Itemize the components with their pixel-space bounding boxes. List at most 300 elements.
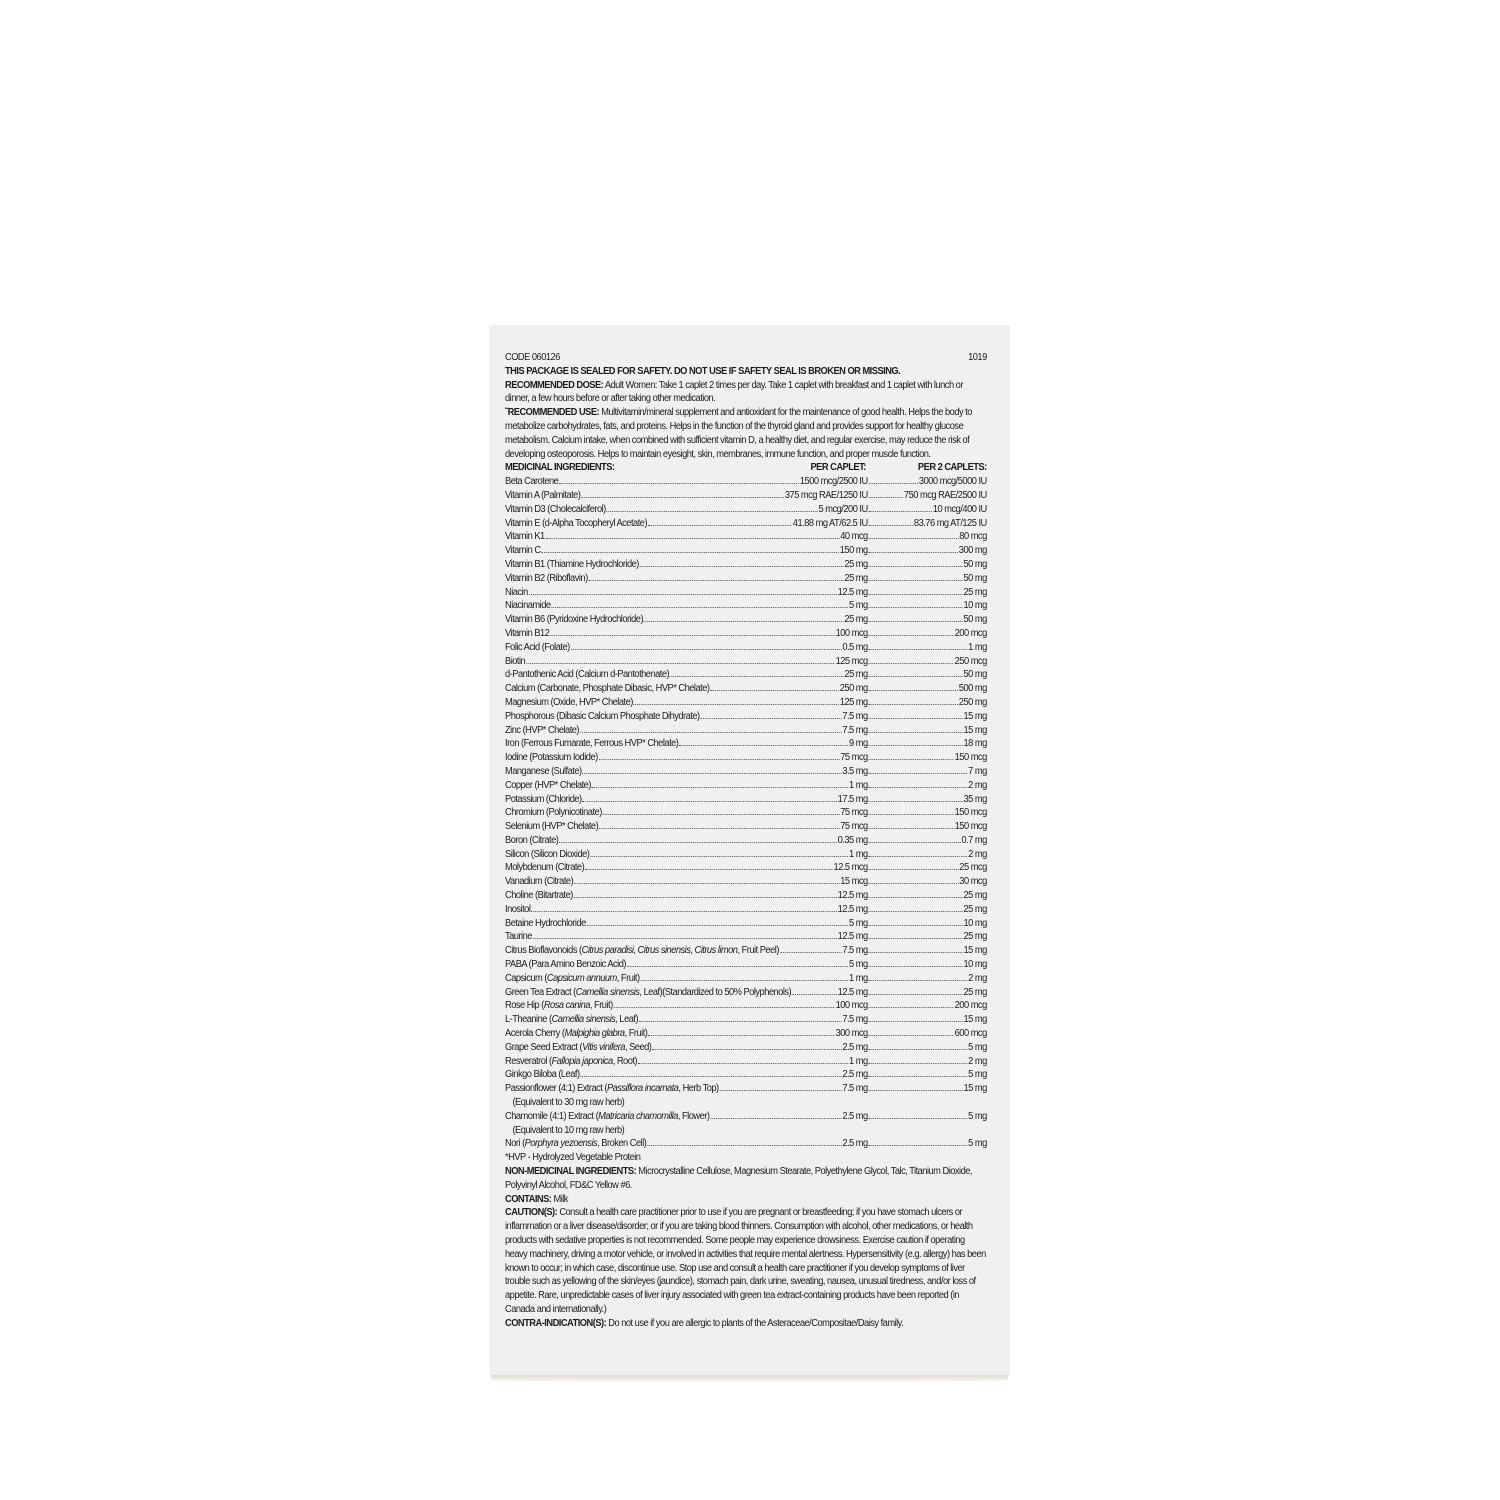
leader-dots: [869, 676, 963, 677]
leader-dots: [869, 1145, 968, 1146]
leader-dots: [607, 511, 818, 512]
lot-number: 1019: [968, 352, 987, 363]
per-caplet-amount: 5 mg: [849, 959, 868, 971]
ingredient-row: [505, 475, 987, 489]
leader-dots: [529, 594, 837, 595]
ingredient-row: [505, 779, 987, 793]
leader-dots: [869, 773, 968, 774]
non-medicinal-ingredients: NON-MEDICINAL INGREDIENTS: Microcrystalline Cellulose, Magnesium Stearate, Polyethylene Glycol, Talc, Titanium Dioxide, Polyvinyl Alcohol, FD&C Yellow #6.: [505, 1166, 973, 1191]
ingredient-name: Potassium (Chloride): [505, 793, 582, 805]
leader-dots: [571, 649, 842, 650]
ingredient-row: [505, 751, 987, 765]
product-code: CODE 060126: [505, 352, 560, 363]
per-2-caplets-amount: 250 mg: [958, 696, 987, 708]
ingredient-name: Vitamin E (d-Alpha Tocopheryl Acetate): [505, 517, 648, 529]
leader-dots: [869, 1049, 968, 1050]
ingredient-row: [505, 641, 987, 655]
ingredient-row: [505, 682, 987, 696]
per-caplet-amount: 7.5 mg: [842, 1083, 868, 1095]
leader-dots: [587, 925, 848, 926]
cautions: CAUTION(S): Consult a health care practitioner prior to use if you are pregnant or breastfeeding; if you have stomach ulcers or inflammation or a liver disease/disorder; or if you are taking blood thinners. Consumption with alcohol, other medications, or health products with sedative properties is not recommended. Some people may experience drowsiness. Exercise caution if operating heavy machinery, driving a motor vehicle, or involved in activities that require mental alertness. Hypersensitivity (e.g. allergy) has been known to occur; in which case, discontinue use. Stop use and consult a health care practitioner if you develop symptoms of liver trouble such as yellowing of the skin/eyes (jaundice), stomach pain, dark urine, sweating, nausea, unusual tiredness, and/or loss of appetite. Rare, unpredictable cases of liver injury associated with green tea extract-containing products have been reported (in Canada and internationally.): [505, 1207, 986, 1315]
per-2-caplets-amount: 200 mcg: [954, 627, 987, 639]
leader-dots: [644, 621, 843, 622]
leader-dots: [581, 497, 784, 498]
leader-dots: [869, 1090, 963, 1091]
leader-dots: [869, 566, 963, 567]
per-2-caplets-amount: 150 mcg: [954, 752, 987, 764]
leader-dots: [599, 828, 839, 829]
per-caplet-heading: PER CAPLET:: [810, 462, 866, 474]
leader-dots: [652, 1049, 841, 1050]
leader-dots: [869, 621, 963, 622]
per-caplet-amount: 250 mg: [839, 683, 868, 695]
per-2-caplets-amount: 2 mg: [968, 972, 987, 984]
ingredient-name: Beta Carotene: [505, 476, 559, 488]
per-caplet-amount: 7.5 mg: [842, 1014, 868, 1026]
per-caplet-amount: 150 mg: [839, 545, 868, 557]
ingredient-name: Vitamin B12: [505, 627, 550, 639]
per-caplet-amount: 1500 mcg/2500 IU: [799, 476, 868, 488]
per-caplet-amount: 75 mcg: [840, 807, 868, 819]
per-2-caplets-amount: 30 mcg: [959, 876, 987, 888]
per-caplet-amount: 75 mcg: [840, 752, 868, 764]
per-caplet-amount: 3.5 mg: [842, 765, 868, 777]
ingredient-note: (Equivalent to 10 mg raw herb): [512, 1124, 625, 1136]
ingredient-row: [505, 1055, 987, 1069]
per-caplet-amount: 25 mg: [844, 558, 868, 570]
ingredient-name: Passionflower (4:1) Extract (Passiflora incarnata, Herb Top): [505, 1083, 719, 1095]
per-2-caplets-amount: 150 mcg: [954, 807, 987, 819]
per-caplet-amount: 7.5 mg: [842, 724, 868, 736]
leader-dots: [869, 483, 918, 484]
ingredient-name: Capsicum (Capsicum annuum, Fruit): [505, 972, 640, 984]
ingredient-name: Vitamin C: [505, 545, 541, 557]
leader-dots: [541, 552, 838, 553]
ingredient-name: Vitamin B6 (Pyridoxine Hydrochloride): [505, 614, 644, 626]
per-caplet-amount: 7.5 mg: [842, 945, 868, 957]
leader-dots: [869, 938, 963, 939]
per-2-caplets-amount: 35 mg: [963, 793, 987, 805]
per-caplet-amount: 25 mg: [844, 614, 868, 626]
per-caplet-amount: 40 mcg: [840, 531, 868, 543]
ingredient-row: [505, 820, 987, 834]
ingredient-name: Biotin: [505, 655, 526, 667]
ingredient-name: Boron (Citrate): [505, 834, 559, 846]
ingredient-row: [505, 668, 987, 682]
ingredient-name: Copper (HVP* Chelate): [505, 779, 591, 791]
per-2-caplets-amount: 25 mg: [963, 586, 987, 598]
label-text: [505, 351, 987, 1331]
per-caplet-amount: 12.5 mg: [837, 586, 868, 598]
per-2-caplets-amount: 1 mg: [968, 641, 987, 653]
code-row: [505, 351, 987, 365]
per-2-caplets-amount: 600 mcg: [954, 1028, 987, 1040]
ingredient-row: [505, 958, 987, 972]
ingredient-name: Vitamin K1: [505, 531, 545, 543]
ingredients-header: [505, 461, 987, 475]
ingredient-row: [505, 737, 987, 751]
leader-dots: [869, 552, 958, 553]
ingredient-name: Phosphorous (Dibasic Calcium Phosphate Dihydrate): [505, 710, 700, 722]
leader-dots: [580, 732, 841, 733]
leader-dots: [720, 1090, 842, 1091]
ingredient-row: [505, 806, 987, 820]
ingredient-name: Acerola Cherry (Malpighia glabra, Fruit): [505, 1028, 648, 1040]
leader-dots: [647, 1145, 841, 1146]
leader-dots: [551, 607, 848, 608]
panel-shadow: [491, 1375, 1008, 1383]
leader-dots: [869, 1007, 954, 1008]
leader-dots: [869, 635, 954, 636]
recommended-use: ˜RECOMMENDED USE: Multivitamin/mineral supplement and antioxidant for the maintenance of good health. Helps the body to metabolize carbohydrates, fats, and proteins. Helps in the function of the thyroid gland and provides support for healthy glucose metabolism. Calcium intake, when combined with sufficient vitamin D, a healthy diet, and regular exercise, may reduce the risk of developing osteoporosis. Helps to maintain eyesight, skin, membranes, immune function, and proper muscle function.: [505, 407, 972, 460]
ingredient-name: d-Pantothenic Acid (Calcium d-Pantothenate): [505, 669, 670, 681]
ingredient-row: [505, 861, 987, 875]
per-2-caplets-amount: 25 mg: [963, 931, 987, 943]
contra-indications: CONTRA-INDICATION(S): Do not use if you are allergic to plants of the Asteraceae/Compositae/Daisy family.: [505, 1317, 904, 1329]
ingredient-name: Folic Acid (Folate): [505, 641, 570, 653]
ingredient-name: Grape Seed Extract (Vitis vinifera, Seed): [505, 1041, 652, 1053]
ingredient-row: [505, 1041, 987, 1055]
leader-dots: [641, 980, 849, 981]
per-2-caplets-amount: 750 mcg RAE/2500 IU: [903, 489, 987, 501]
leader-dots: [869, 663, 954, 664]
leader-dots: [869, 856, 968, 857]
ingredient-name: Vanadium (Citrate): [505, 876, 574, 888]
leader-dots: [583, 773, 842, 774]
leader-dots: [614, 1007, 835, 1008]
leader-dots: [869, 842, 961, 843]
per-2-caplets-amount: 300 mg: [958, 545, 987, 557]
safety-seal-notice: THIS PACKAGE IS SEALED FOR SAFETY. DO NOT USE IF SAFETY SEAL IS BROKEN OR MISSING.: [505, 365, 901, 377]
ingredient-name: Vitamin A (Palmitate): [505, 489, 581, 501]
ingredient-name: Nori (Porphyra yezoensis, Broken Cell): [505, 1138, 647, 1150]
leader-dots: [869, 690, 958, 691]
ingredient-name: Zinc (HVP* Chelate): [505, 724, 580, 736]
ingredient-row: [505, 793, 987, 807]
ingredient-name: Magnesium (Oxide, HVP* Chelate): [505, 696, 633, 708]
per-caplet-amount: 17.5 mg: [837, 793, 868, 805]
per-2-caplets-amount: 15 mg: [963, 724, 987, 736]
leader-dots: [701, 718, 842, 719]
leader-dots: [869, 718, 963, 719]
per-caplet-amount: 5 mcg/200 IU: [818, 503, 868, 515]
ingredient-row: [505, 558, 987, 572]
leader-dots: [592, 787, 848, 788]
ingredient-name: Resveratrol (Fallopia japonica, Root): [505, 1055, 638, 1067]
per-2-caplets-amount: 5 mg: [968, 1138, 987, 1150]
per-2-caplets-amount: 50 mg: [963, 614, 987, 626]
ingredient-row: [505, 903, 987, 917]
leader-dots: [550, 635, 834, 636]
leader-dots: [869, 801, 963, 802]
ingredient-row: [505, 1082, 987, 1096]
per-2-caplets-amount: 250 mcg: [954, 655, 987, 667]
ingredient-name: Taurine: [505, 931, 532, 943]
leader-dots: [869, 525, 913, 526]
leader-dots: [869, 732, 963, 733]
ingredient-name: Citrus Bioflavonoids (Citrus paradisi, Citrus sinensis, Citrus limon, Fruit Peel): [505, 945, 779, 957]
per-2-caplets-amount: 80 mcg: [959, 531, 987, 543]
per-2-caplets-amount: 5 mg: [968, 1041, 987, 1053]
per-2-caplets-amount: 200 mcg: [954, 1000, 987, 1012]
per-caplet-amount: 5 mg: [849, 600, 868, 612]
ingredient-name: Niacin: [505, 586, 528, 598]
ingredient-row: [505, 972, 987, 986]
leader-dots: [869, 594, 963, 595]
per-2-caplets-amount: 3000 mcg/5000 IU: [918, 476, 987, 488]
ingredient-name: Choline (Bitartrate): [505, 890, 573, 902]
leader-dots: [531, 911, 836, 912]
ingredient-name: Selenium (HVP* Chelate): [505, 821, 599, 833]
per-caplet-amount: 1 mg: [849, 1055, 868, 1067]
ingredient-name: Silicon (Silicon Dioxide): [505, 848, 590, 860]
per-2-caplets-amount: 50 mg: [963, 558, 987, 570]
leader-dots: [869, 607, 963, 608]
ingredient-name: Calcium (Carbonate, Phosphate Dibasic, HVP* Chelate): [505, 683, 710, 695]
leader-dots: [670, 676, 843, 677]
leader-dots: [580, 1076, 841, 1077]
per-2-caplets-amount: 150 mcg: [954, 821, 987, 833]
leader-dots: [583, 801, 837, 802]
per-2-caplets-amount: 15 mg: [963, 710, 987, 722]
per-2-caplets-amount: 2 mg: [968, 848, 987, 860]
ingredient-name: PABA (Para Amino Benzoic Acid): [505, 959, 626, 971]
ingredient-row: [505, 1027, 987, 1041]
per-2-caplets-amount: 2 mg: [968, 779, 987, 791]
per-caplet-amount: 125 mg: [839, 696, 868, 708]
leader-dots: [559, 842, 836, 843]
per-2-caplets-amount: 2 mg: [968, 1055, 987, 1067]
ingredient-row: [505, 765, 987, 779]
leader-dots: [869, 1063, 968, 1064]
per-caplet-amount: 12.5 mcg: [833, 862, 868, 874]
per-2-caplets-amount: 10 mg: [963, 600, 987, 612]
leader-dots: [869, 952, 963, 953]
ingredient-note: (Equivalent to 30 mg raw herb): [512, 1097, 625, 1109]
leader-dots: [869, 538, 959, 539]
leader-dots: [627, 966, 848, 967]
leader-dots: [792, 994, 837, 995]
ingredient-name: Rose Hip (Rosa canina, Fruit): [505, 1000, 613, 1012]
per-caplet-amount: 125 mcg: [835, 655, 868, 667]
per-caplet-amount: 0.35 mg: [837, 834, 868, 846]
leader-dots: [869, 1118, 968, 1119]
per-2-caplets-amount: 18 mg: [963, 738, 987, 750]
per-2-caplets-amount: 50 mg: [963, 572, 987, 584]
ingredient-row: [505, 544, 987, 558]
per-2-caplets-amount: 25 mg: [963, 890, 987, 902]
leader-dots: [533, 938, 837, 939]
leader-dots: [585, 869, 832, 870]
per-2-caplets-amount: 15 mg: [963, 1083, 987, 1095]
leader-dots: [869, 994, 963, 995]
ingredient-row: [505, 613, 987, 627]
leader-dots: [869, 511, 932, 512]
leader-dots: [574, 883, 839, 884]
leader-dots: [603, 814, 840, 815]
leader-dots: [869, 1076, 968, 1077]
ingredients-table: [505, 475, 987, 1151]
per-caplet-amount: 2.5 mg: [842, 1041, 868, 1053]
ingredient-name: Chamomile (4:1) Extract (Matricaria chamomilla, Flower): [505, 1110, 710, 1122]
per-caplet-amount: 5 mg: [849, 917, 868, 929]
leader-dots: [638, 1063, 848, 1064]
per-2-caplets-amount: 25 mcg: [959, 862, 987, 874]
per-caplet-amount: 25 mg: [844, 669, 868, 681]
per-caplet-amount: 41.88 mg AT/62.5 IU: [792, 517, 868, 529]
ingredient-row: [505, 1137, 987, 1151]
per-caplet-amount: 12.5 mg: [837, 986, 868, 998]
leader-dots: [869, 980, 968, 981]
hvp-footnote: *HVP - Hydrolyzed Vegetable Protein: [505, 1152, 641, 1164]
leader-dots: [526, 663, 835, 664]
leader-dots: [640, 566, 844, 567]
ingredient-name: Betaine Hydrochloride: [505, 917, 586, 929]
per-2-caplets-amount: 83.76 mg AT/125 IU: [913, 517, 987, 529]
leader-dots: [869, 759, 954, 760]
ingredient-row: [505, 724, 987, 738]
per-2-caplets-amount: 5 mg: [968, 1069, 987, 1081]
ingredient-name: Iodine (Potassium Iodide): [505, 752, 598, 764]
leader-dots: [780, 952, 842, 953]
leader-dots: [599, 759, 840, 760]
ingredient-name: L-Theanine (Camellia sinensis, Leaf): [505, 1014, 639, 1026]
leader-dots: [869, 869, 959, 870]
leader-dots: [869, 580, 963, 581]
ingredient-row: [505, 489, 987, 503]
per-2-caplets-amount: 0.7 mg: [961, 834, 987, 846]
contains-allergen: CONTAINS: Milk: [505, 1193, 568, 1205]
per-2-caplets-amount: 5 mg: [968, 1110, 987, 1122]
ingredient-name: Inositol: [505, 903, 531, 915]
ingredient-row: [505, 517, 987, 531]
per-caplet-amount: 25 mg: [844, 572, 868, 584]
ingredient-name: Vitamin B2 (Riboflavin): [505, 572, 588, 584]
per-caplet-amount: 2.5 mg: [842, 1110, 868, 1122]
per-caplet-amount: 12.5 mg: [837, 903, 868, 915]
ingredient-row: [505, 1068, 987, 1082]
leader-dots: [679, 745, 848, 746]
leader-dots: [574, 897, 837, 898]
per-caplet-amount: 300 mcg: [835, 1028, 868, 1040]
per-caplet-amount: 0.5 mg: [842, 641, 868, 653]
per-2-caplets-amount: 7 mg: [968, 765, 987, 777]
leader-dots: [648, 1035, 834, 1036]
leader-dots: [869, 883, 959, 884]
per-caplet-amount: 12.5 mg: [837, 931, 868, 943]
leader-dots: [869, 814, 954, 815]
leader-dots: [869, 1035, 954, 1036]
per-2-caplets-amount: 15 mg: [963, 945, 987, 957]
ingredient-row: [505, 1110, 987, 1124]
per-2-caplets-amount: 10 mcg/400 IU: [932, 503, 987, 515]
per-caplet-amount: 375 mcg RAE/1250 IU: [784, 489, 868, 501]
ingredient-row: [505, 944, 987, 958]
per-2-caplets-amount: 500 mg: [958, 683, 987, 695]
leader-dots: [869, 925, 963, 926]
ingredient-row: [505, 503, 987, 517]
ingredient-name: Iron (Ferrous Fumarate, Ferrous HVP* Chelate): [505, 738, 679, 750]
per-caplet-amount: 12.5 mg: [837, 890, 868, 902]
ingredient-row: [505, 572, 987, 586]
ingredient-row: [505, 889, 987, 903]
per-2-caplets-amount: 10 mg: [963, 917, 987, 929]
leader-dots: [869, 897, 963, 898]
ingredients-heading: MEDICINAL INGREDIENTS:: [505, 462, 615, 474]
ingredient-row: [505, 655, 987, 669]
leader-dots: [869, 911, 963, 912]
leader-dots: [869, 704, 958, 705]
leader-dots: [869, 966, 963, 967]
ingredient-row: [505, 986, 987, 1000]
per-caplet-amount: 100 mcg: [835, 627, 868, 639]
ingredient-row: [505, 696, 987, 710]
per-caplet-amount: 2.5 mg: [842, 1069, 868, 1081]
leader-dots: [589, 580, 844, 581]
ingredient-row: [505, 710, 987, 724]
per-caplet-amount: 1 mg: [849, 972, 868, 984]
leader-dots: [710, 1118, 841, 1119]
ingredient-row: [505, 1013, 987, 1027]
ingredient-row: [505, 530, 987, 544]
per-2-caplets-amount: 15 mg: [963, 1014, 987, 1026]
leader-dots: [559, 483, 799, 484]
ingredient-name: Chromium (Polynicotinate): [505, 807, 602, 819]
leader-dots: [710, 690, 838, 691]
leader-dots: [634, 704, 839, 705]
per-caplet-amount: 7.5 mg: [842, 710, 868, 722]
ingredient-row: [505, 999, 987, 1013]
per-caplet-amount: 2.5 mg: [842, 1138, 868, 1150]
per-caplet-amount: 9 mg: [849, 738, 868, 750]
ingredient-row: [505, 834, 987, 848]
per-2-caplets-amount: 25 mg: [963, 986, 987, 998]
leader-dots: [869, 745, 963, 746]
leader-dots: [546, 538, 840, 539]
leader-dots: [869, 1021, 963, 1022]
leader-dots: [869, 649, 968, 650]
ingredient-row: [505, 848, 987, 862]
ingredient-name: Manganese (Sulfate): [505, 765, 582, 777]
leader-dots: [869, 497, 903, 498]
ingredient-name: Molybdenum (Citrate): [505, 862, 585, 874]
per-2-caplets-amount: 50 mg: [963, 669, 987, 681]
leader-dots: [590, 856, 848, 857]
ingredient-name: Niacinamide: [505, 600, 551, 612]
per-caplet-amount: 75 mcg: [840, 821, 868, 833]
per-caplet-amount: 1 mg: [849, 848, 868, 860]
ingredient-name: Vitamin B1 (Thiamine Hydrochloride): [505, 558, 639, 570]
per-caplet-amount: 15 mcg: [840, 876, 868, 888]
per-2-caplets-heading: PER 2 CAPLETS:: [917, 462, 987, 474]
ingredient-row: [505, 627, 987, 641]
leader-dots: [648, 525, 792, 526]
ingredient-name: Green Tea Extract (Camellia sinensis, Leaf)(Standardized to 50% Polyphenols): [505, 986, 792, 998]
leader-dots: [869, 787, 968, 788]
ingredient-row: [505, 586, 987, 600]
ingredient-name: Ginkgo Biloba (Leaf): [505, 1069, 580, 1081]
ingredient-name: Vitamin D3 (Cholecalciferol): [505, 503, 606, 515]
recommended-dose: RECOMMENDED DOSE: Adult Women: Take 1 caplet 2 times per day. Take 1 caplet with breakfast and 1 caplet with lunch or dinner, a few hours before or after taking other medication.: [505, 379, 963, 405]
leader-dots: [869, 828, 954, 829]
per-caplet-amount: 1 mg: [849, 779, 868, 791]
leader-dots: [639, 1021, 841, 1022]
ingredient-row: [505, 917, 987, 931]
ingredient-row: [505, 930, 987, 944]
per-caplet-amount: 100 mcg: [835, 1000, 868, 1012]
per-2-caplets-amount: 10 mg: [963, 959, 987, 971]
ingredient-row: [505, 875, 987, 889]
